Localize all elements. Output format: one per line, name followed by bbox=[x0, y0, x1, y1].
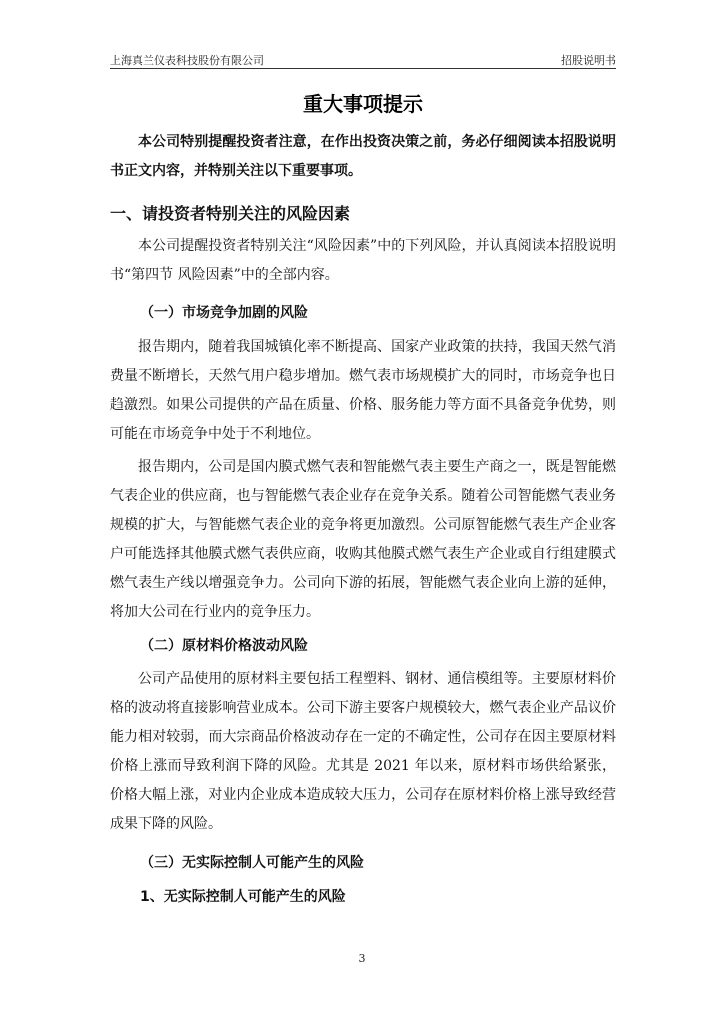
intro-notice: 本公司特别提醒投资者注意，在作出投资决策之前，务必仔细阅读本招股说明书正文内容，并特别关注以下重要事项。 bbox=[110, 134, 616, 179]
sub1-paragraph-1: 报告期内，随着我国城镇化率不断提高、国家产业政策的扶持，我国天然气消费量不断增长，天然气用户稳步增加。燃气表市场规模扩大的同时，市场竞争也日趋激烈。如果公司提供的产品在质量、价格、服务能力等方面不具备竞争优势，则可能在市场竞争中处于不利地位。 bbox=[110, 339, 616, 442]
sub1-paragraph-2: 报告期内，公司是国内膜式燃气表和智能燃气表主要生产商之一，既是智能燃气表企业的供应商，也与智能燃气表企业存在竞争关系。随着公司智能燃气表业务规模的扩大，与智能燃气表企业的竞争将更加激烈。公司原智能燃气表生产企业客户可能选择其他膜式燃气表供应商，收购其他膜式燃气表生产企业或自行组建膜式燃气表生产线以增强竞争力。公司向下游的拓展，智能燃气表企业向上游的延伸，将加大公司在行业内的竞争压力。 bbox=[110, 459, 616, 620]
section1-heading: 一、请投资者特别关注的风险因素 bbox=[110, 204, 351, 223]
sub3-heading: （三）无实际控制人可能产生的风险 bbox=[140, 855, 364, 871]
sub3-item-1: 1、无实际控制人可能产生的风险 bbox=[140, 889, 346, 905]
page-header bbox=[110, 48, 616, 69]
sub1-heading: （一）市场竞争加剧的风险 bbox=[140, 305, 308, 321]
page-number: 3 bbox=[358, 952, 366, 965]
sub2-paragraph-1: 公司产品使用的原材料主要包括工程塑料、钢材、通信模组等。主要原材料价格的波动将直接影响营业成本。公司下游主要客户规模较大，燃气表企业产品议价能力相对较弱，而大宗商品价格波动存在一定的不确定性，公司存在因主要原材料价格上涨而导致利润下降的风险。尤其是 2021 年以来，原材料市场供给紧张，价格大幅上涨，对业内企业成本造成较大压力，公司存在原材料价格上涨导致经营成果下降的风险。 bbox=[110, 671, 616, 832]
header-company: 上海真兰仪表科技股份有限公司 bbox=[110, 54, 264, 67]
document-title: 重大事项提示 bbox=[303, 92, 423, 116]
sub2-heading: （二）原材料价格波动风险 bbox=[140, 638, 308, 654]
header-doc-type: 招股说明书 bbox=[561, 54, 616, 67]
section1-intro: 本公司提醒投资者特别关注“风险因素”中的下列风险，并认真阅读本招股说明书“第四节 风险因素”中的全部内容。 bbox=[110, 238, 616, 283]
